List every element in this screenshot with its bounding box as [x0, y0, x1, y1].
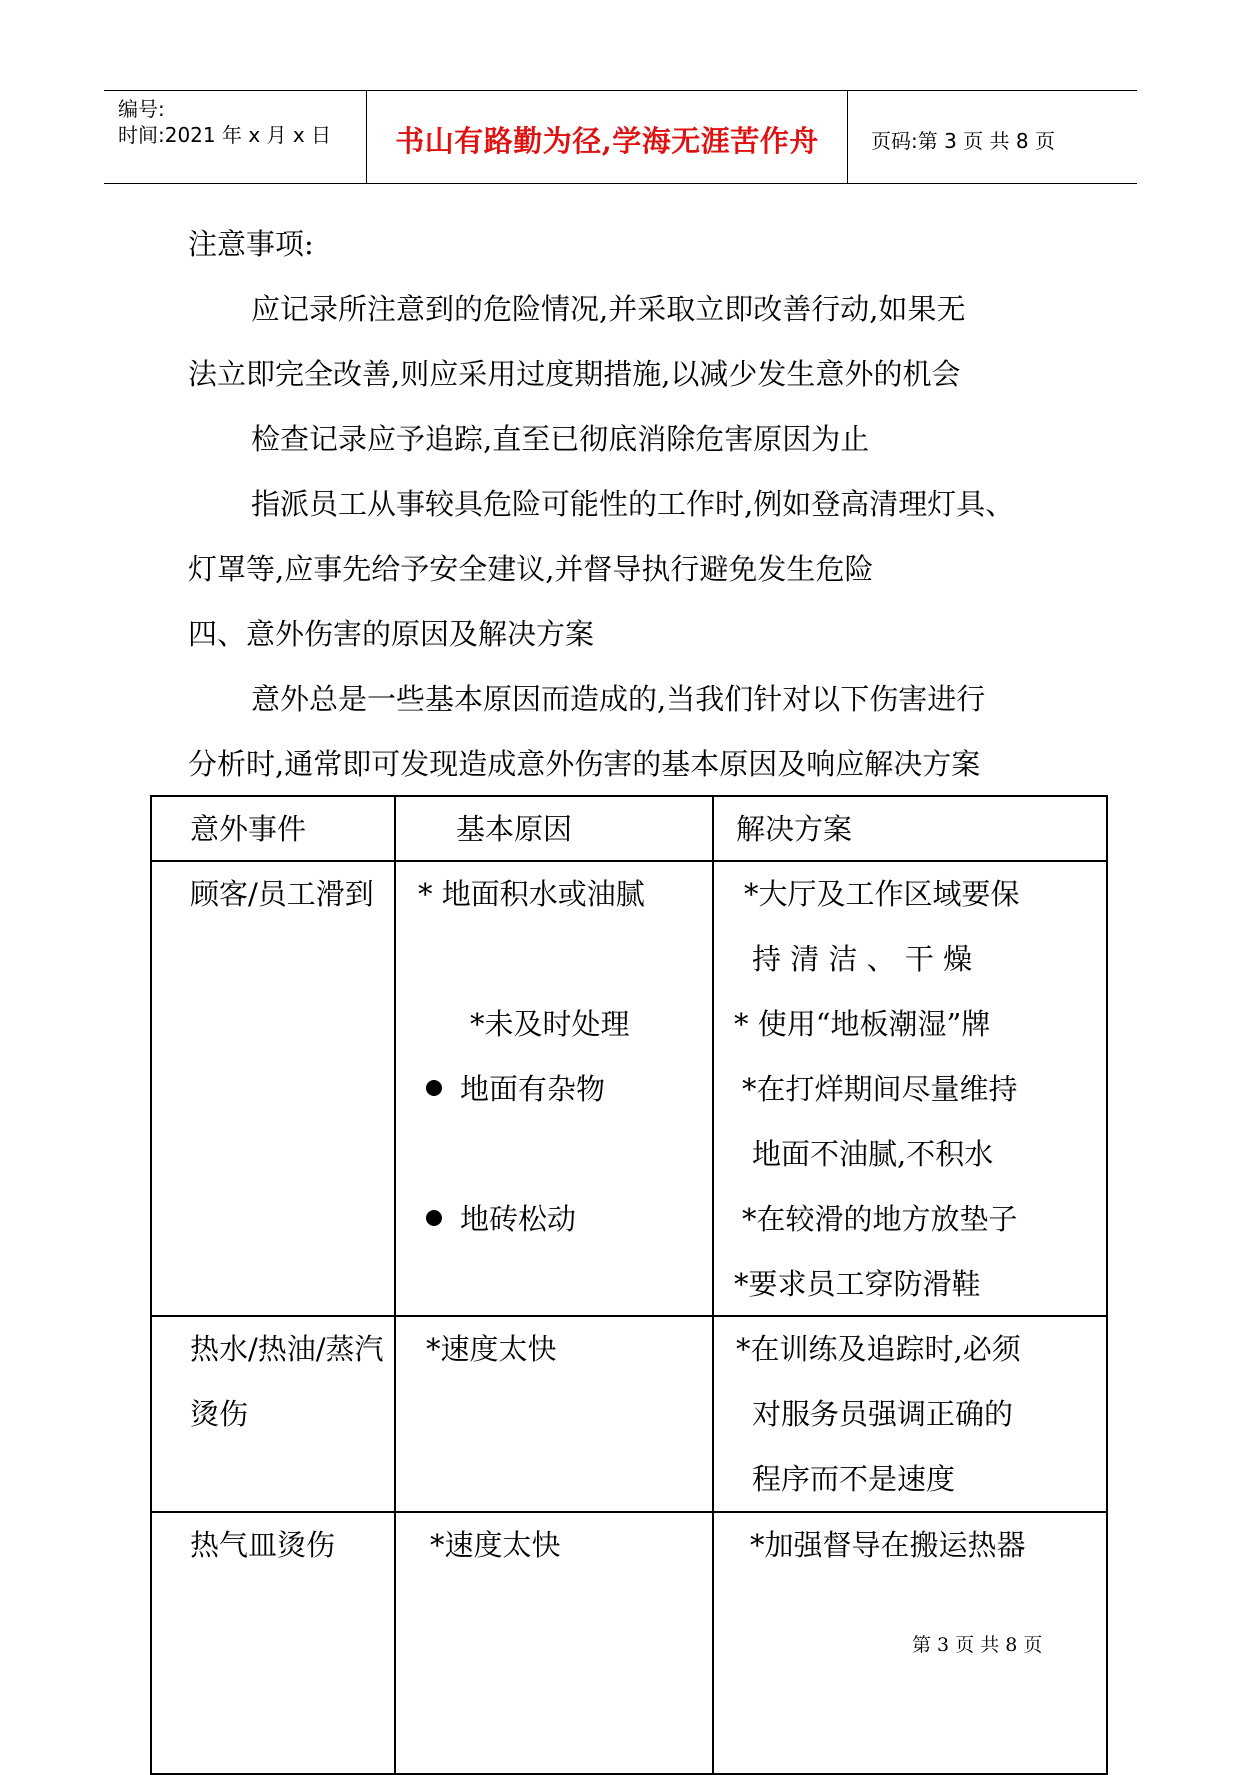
paragraph-1-line-2: 法立即完全改善,则应采用过度期措施,以减少发生意外的机会 [188, 357, 961, 391]
column-header-cause: 基本原因 [456, 812, 573, 846]
solution-item: * 使用“地板潮湿”牌 [734, 1007, 991, 1041]
cause-cell [395, 1512, 713, 1774]
header-page-number: 页码:第 3 页 共 8 页 [871, 129, 1055, 153]
event-cell [151, 1512, 395, 1774]
paragraph-4-line-1: 意外总是一些基本原因而造成的,当我们针对以下伤害进行 [251, 682, 986, 716]
solution-item: 对服务员强调正确的 [752, 1397, 1014, 1431]
solution-item: *要求员工穿防滑鞋 [734, 1267, 981, 1301]
event-text: 热气皿烫伤 [190, 1528, 336, 1562]
solution-item: *在训练及追踪时,必须 [736, 1332, 1021, 1366]
cause-item: *速度太快 [430, 1528, 561, 1562]
event-text: 顾客/员工滑到 [190, 877, 374, 911]
solution-item: *在打烊期间尽量维持 [742, 1072, 1018, 1106]
cause-cell [395, 1316, 713, 1512]
cause-cell [395, 861, 713, 1316]
header-meta-cell [104, 91, 367, 183]
paragraph-2: 检查记录应予追踪,直至已彻底消除危害原因为止 [251, 422, 870, 456]
event-text: 热水/热油/蒸汽 [190, 1332, 384, 1366]
cause-item: *未及时处理 [470, 1007, 630, 1041]
solution-item: *在较滑的地方放垫子 [742, 1202, 1018, 1236]
paragraph-3-line-1: 指派员工从事较具危险可能性的工作时,例如登高清理灯具、 [251, 487, 1015, 521]
header-cell-solution [713, 796, 1107, 861]
cause-item: *速度太快 [426, 1332, 557, 1366]
header-cell-cause [395, 796, 713, 861]
table-row [151, 1316, 1107, 1512]
solution-item: 持 清 洁 、 干 燥 [752, 942, 973, 976]
solution-cell [713, 1512, 1107, 1774]
document-date-label: 时间:2021 年 x 月 x 日 [118, 123, 332, 147]
paragraph-4-line-2: 分析时,通常即可发现造成意外伤害的基本原因及响应解决方案 [188, 747, 981, 781]
event-text: 烫伤 [190, 1397, 249, 1431]
solution-item: *大厅及工作区域要保 [744, 877, 1020, 911]
document-number-label: 编号: [118, 97, 165, 121]
header-page-cell [849, 91, 1137, 183]
event-cell [151, 861, 395, 1316]
cause-item: * 地面积水或油腻 [418, 877, 645, 911]
cause-item: 地面有杂物 [426, 1069, 605, 1109]
notes-title: 注意事项: [188, 227, 314, 261]
paragraph-1-line-1: 应记录所注意到的危险情况,并采取立即改善行动,如果无 [251, 292, 966, 326]
solution-cell [713, 1316, 1107, 1512]
column-header-event: 意外事件 [190, 812, 307, 846]
table-header-row [151, 796, 1107, 861]
header-motto-cell [367, 91, 848, 183]
header-motto: 书山有路勤为径,学海无涯苦作舟 [395, 124, 819, 158]
page-header [104, 90, 1137, 184]
solution-item: 程序而不是速度 [752, 1462, 956, 1496]
cause-item: 地砖松动 [426, 1199, 576, 1239]
solution-cell [713, 861, 1107, 1316]
solution-item: 地面不油腻,不积水 [752, 1137, 994, 1171]
accident-table [150, 795, 1108, 1775]
footer-page-number: 第 3 页 共 8 页 [912, 1634, 1043, 1656]
event-cell [151, 1316, 395, 1512]
bullet-icon [426, 1080, 442, 1096]
section-title: 四、意外伤害的原因及解决方案 [188, 617, 595, 651]
column-header-solution: 解决方案 [736, 812, 853, 846]
header-cell-event [151, 796, 395, 861]
paragraph-3-line-2: 灯罩等,应事先给予安全建议,并督导执行避免发生危险 [188, 552, 874, 586]
table-row [151, 861, 1107, 1316]
bullet-icon [426, 1210, 442, 1226]
solution-item: *加强督导在搬运热器 [750, 1528, 1026, 1562]
